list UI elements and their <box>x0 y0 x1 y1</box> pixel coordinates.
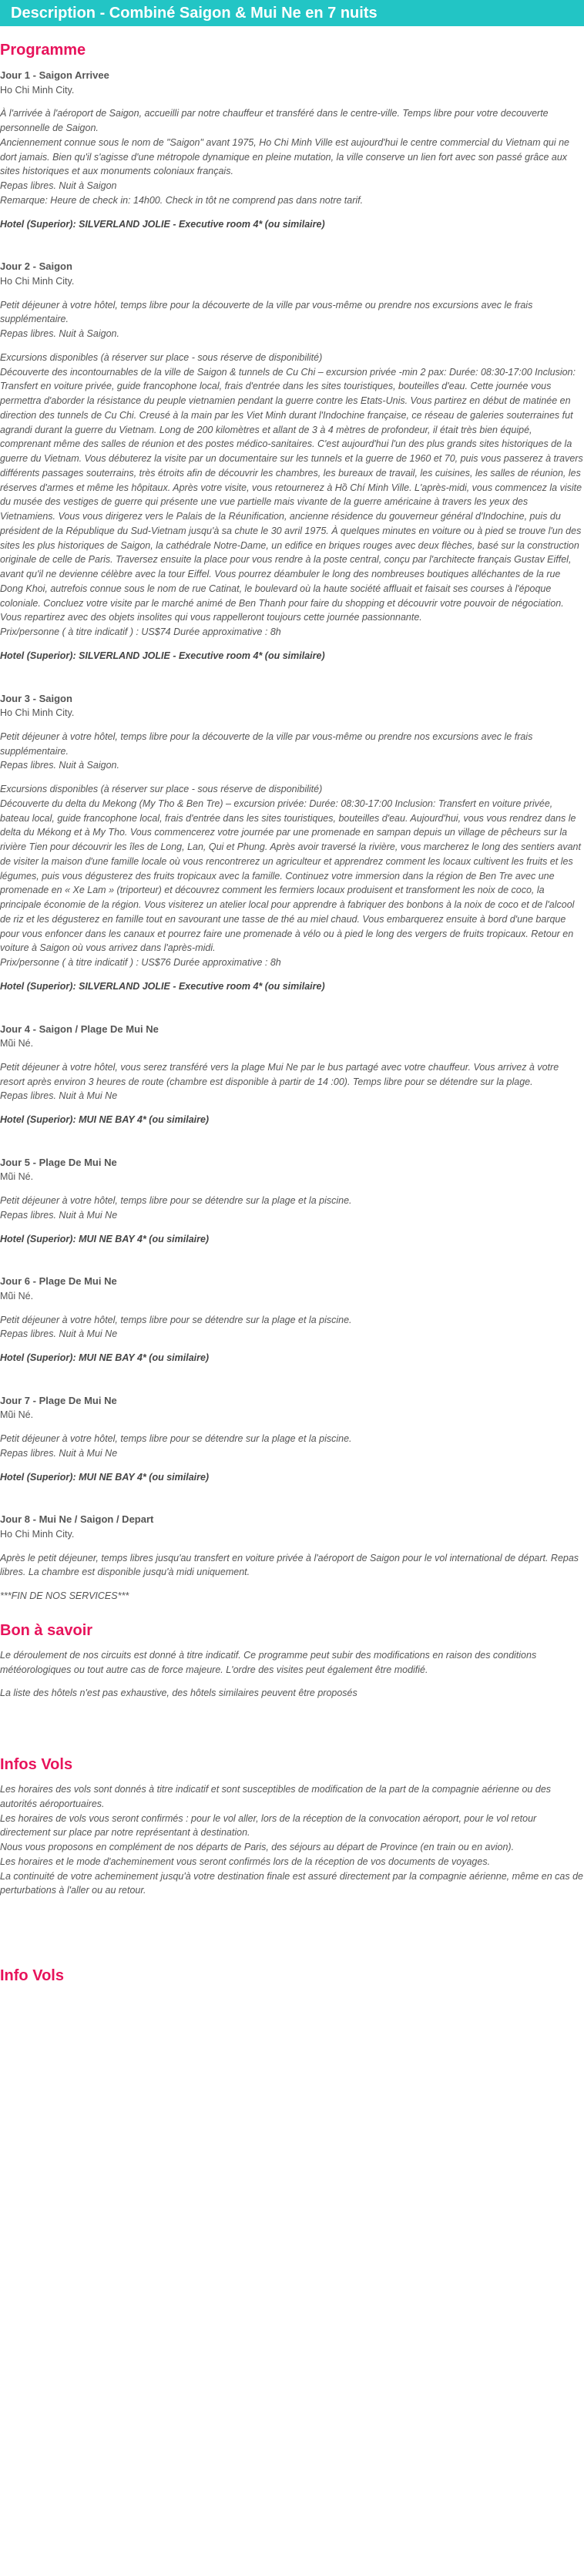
day-city: Ho Chi Minh City. <box>0 1528 75 1540</box>
day-paragraph: Petit déjeuner à votre hôtel, vous serez transféré vers la plage Mui Ne par le bus partagé avec votre chauffeur. Vous arrivez à votre resort après environ 3 heures de route (chambre est disponible à partir de 14 :00). Temps libre pour se détendre sur la plage. <box>0 1061 559 1087</box>
day-paragraph: Repas libres. Nuit à Mui Ne <box>0 1090 118 1102</box>
day-paragraph: Repas libres. Nuit à Mui Ne <box>0 1447 118 1459</box>
day-city: Mũi Né. <box>0 1290 34 1301</box>
page-title: Description - Combiné Saigon & Mui Ne en 7 nuits <box>0 0 584 26</box>
day-description <box>0 1313 584 1342</box>
day-hotel: Hotel (Superior): MUI NE BAY 4* (ou similaire) <box>0 1233 210 1244</box>
day-paragraph: Petit déjeuner à votre hôtel, temps libre pour la découverte de la ville par vous-même ou prendre nos excursions avec le frais supplémentaire. <box>0 730 533 757</box>
day-title: Jour 2 - Saigon <box>0 260 72 273</box>
day-paragraph: Petit déjeuner à votre hôtel, temps libre pour se détendre sur la plage et la piscine. <box>0 1433 352 1444</box>
day-block <box>0 1155 584 1247</box>
day-city: Mũi Né. <box>0 1409 34 1421</box>
day-description <box>0 1194 584 1223</box>
day-excursion: Excursions disponibles (à réserver sur place - sous réserve de disponibilité) Découverte du delta du Mekong (My Tho & Ben Tre) – excursion privée: Durée: 08:30-17:00 Inclusion: Transfert en voiture privée, bateau local, guide francophone local, frais d'entrée dans les sites touristiques, bouteilles d'eau. Aujourd'hui, vous vous rendrez dans le delta du Mékong et à My Tho. Vous commencerez votre journée par une promenade en sampan depuis un village de pêcheurs sur la rivière Tien pour découvrir les îles de Long, Lan, Qui et Phung. Après avoir traversé la rivière, vous marcherez le long des sentiers avant de visiter la maison d'une famille locale où vous rencontrerez un agriculteur et apprendrez comment les locaux cultivent les fruits et les légumes, puis vous dégusterez des fruits tropicaux avec la famille. Continuez votre immersion dans la région de Ben Tre avec une promenade en « Xe Lam » (triporteur) et découvrez comment les fermiers locaux produisent et transforment les noix de coco, la principale économie de la région. Vous visiterez un atelier local pour apprendre à fabriquer des bonbons à la noix de coco et de l'alcool de riz et les dégusterez en famille tout en savourant une tasse de thé au miel chaud. Vous embarquerez ensuite à bord d'une barque pour vous enfoncer dans les canaux et pourrez faire une promenade à vélo ou à pied le long des vergers de fruits tropicaux. Retour en voiture à Saigon où vous arrivez dans l'après-midi. Prix/personne ( à titre indicatif ) : US$76 Durée approximative : 8h <box>0 784 581 968</box>
day-block <box>0 68 584 231</box>
day-paragraph: Repas libres. Nuit à Saigon <box>0 180 117 191</box>
day-description <box>0 730 584 773</box>
day-description <box>0 106 584 207</box>
infos-vols-text <box>0 1782 584 1898</box>
section-heading-infos-vols: Infos Vols <box>0 1756 73 1773</box>
day-block <box>0 1274 584 1365</box>
day-city: Ho Chi Minh City. <box>0 84 75 96</box>
day-paragraph: Repas libres. Nuit à Mui Ne <box>0 1209 118 1221</box>
day-hotel: Hotel (Superior): SILVERLAND JOLIE - Executive room 4* (ou similaire) <box>0 218 325 230</box>
day-block <box>0 691 584 994</box>
day-paragraph: Anciennement connue sous le nom de "Saigon" avant 1975, Ho Chi Minh Ville est aujourd'hui le centre commercial du Vietnam qui ne dort jamais. Bien qu'il s'agisse d'une métropole dynamique en pleine mutation, la ville conserve un lien fort avec son passé grâce aux sites historiques et aux monuments coloniaux français. <box>0 136 570 177</box>
infos-vols-line: La continuité de votre acheminement jusqu'à votre destination finale est assuré directement par la compagnie aérienne, même en cas de perturbations à l'aller ou au retour. <box>0 1870 583 1896</box>
day-paragraph: Petit déjeuner à votre hôtel, temps libre pour se détendre sur la plage et la piscine. <box>0 1195 352 1206</box>
day-paragraph: Remarque: Heure de check in: 14h00. Check in tôt ne comprend pas dans notre tarif. <box>0 194 364 206</box>
day-block <box>0 1512 584 1604</box>
day-city: Mũi Né. <box>0 1171 34 1183</box>
day-title: Jour 5 - Plage De Mui Ne <box>0 1156 117 1168</box>
section-heading-info-vols: Info Vols <box>0 1967 64 1984</box>
day-excursion: Excursions disponibles (à réserver sur place - sous réserve de disponibilité) Découverte des incontournables de la ville de Saigon & tunnels de Cu Chi – excursion privée -min 2 pax: Durée: 08:30-17:00 Inclusion: Transfert en voiture privée, guide francophone local, frais d'entrée dans les sites touristiques, bouteilles d'eau. Cette journée vous permettra d'aborder la résistance du peuple vietnamien pendant la guerre contre les Etats-Unis. Vous partirez en début de matinée en direction des tunnels de Cu Chi. Creusé à la main par les Viet Minh durant l'Indochine française, ce réseau de galeries souterraines fut agrandi durant la guerre du Vietnam. Long de 200 kilomètres et allant de 3 à 4 mètres de profondeur, il était très bien équipé, comprenant même des salles de réunion et des postes médico-sanitaires. C'est aujourd'hui l'un des plus grands sites historiques de la guerre du Vietnam. Vous débuterez la visite par un documentaire sur les tunnels et la guerre de 1960 et 70, puis vous passerez à travers différents passages souterrains, très étroits afin de découvrir les chambres, les bureaux de travail, les cuisines, les salles de réunion, les réserves d'armes et même les hôpitaux. Après votre visite, vous retournerez à Hồ Chí Minh Ville. L'après-midi, vous commencez la visite du musée des vestiges de guerre qui présente une vue partielle mais vivante de la guerre américaine à travers les yeux des Vietnamiens. Vous vous dirigerez vers le Palais de la Réunification, ancienne résidence du gouverneur général d'Indochine, puis du président de la République du Sud-Vietnam jusqu'à sa chute le 30 avril 1975. À quelques minutes en voiture ou à pied se trouve l'un des sites les plus historiques de Saigon, la cathédrale Notre-Dame, un edifice en briques rouges avec deux flèches, basé sur la construction originale de celle de Paris. Traversez ensuite la place pour vous rendre à la poste central, conçu par l'architecte français Gustav Eiffel, avant qu'il ne devienne célèbre avec la tour Eiffel. Vous pourrez déambuler le long des nombreuses boutiques alléchantes de la rue Dong Khoi, autrefois connue sous le nom de rue Catinat, le boulevard où la haute société affluait et faisait ses courses à l'époque coloniale. Concluez votre visite par le marché animé de Ben Thanh pour faire du shopping et découvrir votre pouvoir de négociation. Vous repartirez avec des objets insolites qui vous rappelleront toujours cette journée passionnante. Prix/personne ( à titre indicatif ) : US$74 Durée approximative : 8h <box>0 351 583 637</box>
day-title: Jour 7 - Plage De Mui Ne <box>0 1394 117 1406</box>
day-block <box>0 259 584 663</box>
day-hotel: Hotel (Superior): SILVERLAND JOLIE - Executive room 4* (ou similaire) <box>0 650 325 661</box>
day-hotel: Hotel (Superior): SILVERLAND JOLIE - Executive room 4* (ou similaire) <box>0 980 325 992</box>
section-heading-bon-a-savoir: Bon à savoir <box>0 1621 93 1639</box>
end-of-services: ***FIN DE NOS SERVICES*** <box>0 1590 129 1601</box>
infos-vols-line: Nous vous proposons en complément de nos départs de Paris, des séjours au départ de Province (en train ou en avion). <box>0 1842 515 1852</box>
day-title: Jour 1 - Saigon Arrivee <box>0 69 109 81</box>
day-description <box>0 1060 584 1103</box>
day-title: Jour 4 - Saigon / Plage De Mui Ne <box>0 1023 159 1035</box>
day-title: Jour 8 - Mui Ne / Saigon / Depart <box>0 1513 154 1526</box>
day-paragraph: Après le petit déjeuner, temps libres jusqu'au transfert en voiture privée à l'aéroport de Saigon pour le vol international de départ. Repas libres. La chambre est disponible jusqu'à midi uniquement. <box>0 1552 579 1578</box>
day-block <box>0 1022 584 1127</box>
infos-vols-line: Les horaires de vols vous seront confirmés : pour le vol aller, lors de la réception de la convocation aéroport, pour le vol retour directement sur place par notre représentant à destination. <box>0 1812 537 1839</box>
day-paragraph: Petit déjeuner à votre hôtel, temps libre pour la découverte de la ville par vous-même ou prendre nos excursions avec le frais supplémentaire. <box>0 299 533 325</box>
infos-vols-line: Les horaires des vols sont donnés à titre indicatif et sont susceptibles de modification de la part de la compagnie aérienne ou des autorités aéroportuaires. <box>0 1784 552 1809</box>
day-hotel: Hotel (Superior): MUI NE BAY 4* (ou similaire) <box>0 1352 210 1363</box>
day-description <box>0 298 584 341</box>
content <box>0 40 584 1986</box>
day-list <box>0 68 584 1604</box>
section-heading-programme: Programme <box>0 42 86 59</box>
day-description <box>0 1551 584 1580</box>
bon-a-savoir-text-1: Le déroulement de nos circuits est donné à titre indicatif. Ce programme peut subir des modifications en raison des conditions météorologiques ou tout autre cas de force majeure. L'ordre des visites peut également être modifié. <box>0 1649 537 1675</box>
day-paragraph: À l'arrivée à l'aéroport de Saigon, accueilli par notre chauffeur et transféré dans le centre-ville. Temps libre pour votre decouverte personnelle de Saigon. <box>0 108 549 133</box>
day-description <box>0 1432 584 1461</box>
infos-vols-line: Les horaires et le mode d'acheminement vous seront confirmés lors de la réception de vos documents de voyages. <box>0 1856 491 1867</box>
day-city: Ho Chi Minh City. <box>0 275 75 287</box>
day-hotel: Hotel (Superior): MUI NE BAY 4* (ou similaire) <box>0 1114 210 1125</box>
day-block <box>0 1393 584 1485</box>
day-paragraph: Repas libres. Nuit à Saigon. <box>0 328 119 339</box>
day-city: Ho Chi Minh City. <box>0 707 75 718</box>
day-paragraph: Repas libres. Nuit à Saigon. <box>0 760 119 771</box>
day-city: Mũi Né. <box>0 1038 34 1049</box>
day-title: Jour 6 - Plage De Mui Ne <box>0 1275 117 1288</box>
day-paragraph: Petit déjeuner à votre hôtel, temps libre pour se détendre sur la plage et la piscine. <box>0 1314 352 1325</box>
day-title: Jour 3 - Saigon <box>0 692 72 704</box>
day-paragraph: Repas libres. Nuit à Mui Ne <box>0 1328 118 1340</box>
bon-a-savoir-text-2: La liste des hôtels n'est pas exhaustive, des hôtels similaires peuvent être proposés <box>0 1688 357 1699</box>
day-hotel: Hotel (Superior): MUI NE BAY 4* (ou similaire) <box>0 1471 210 1483</box>
